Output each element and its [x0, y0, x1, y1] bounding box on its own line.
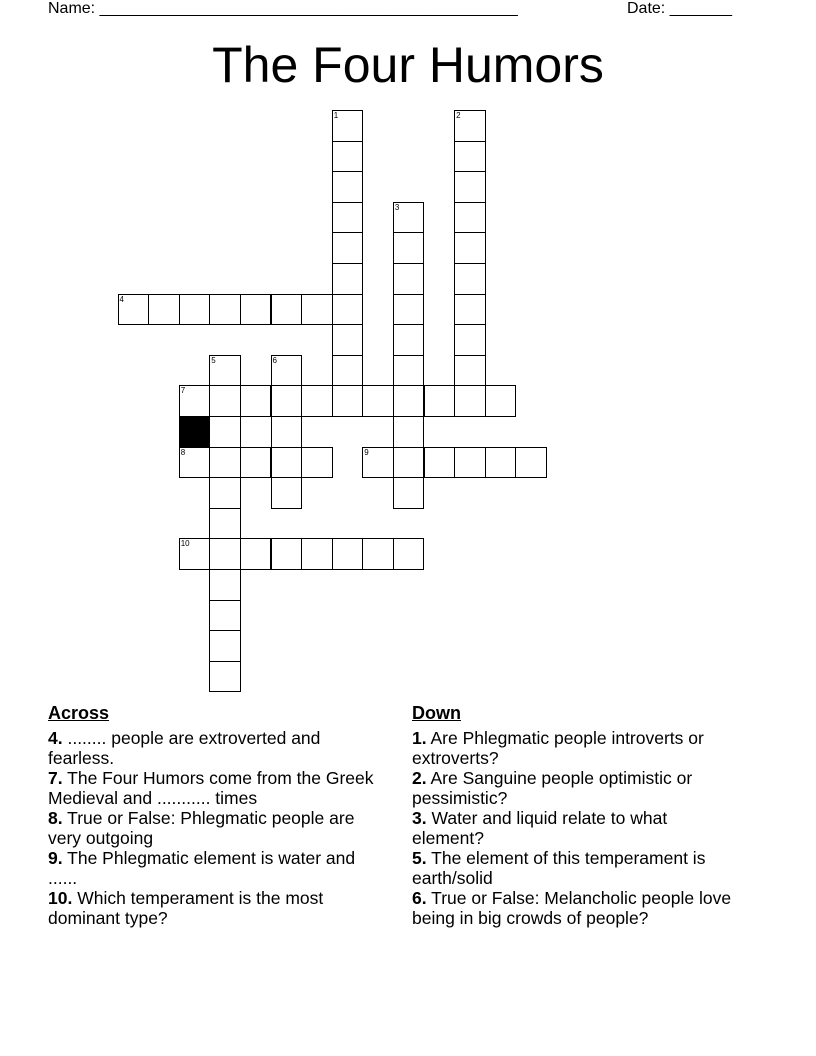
down-clues [412, 702, 742, 928]
clue-number: 8 [180, 447, 186, 457]
grid-cell[interactable] [454, 263, 486, 295]
grid-cell[interactable] [271, 294, 303, 326]
down-heading: Down [412, 703, 461, 723]
grid-cell[interactable] [485, 447, 517, 479]
grid-cell[interactable] [209, 661, 241, 693]
grid-cell[interactable] [454, 355, 486, 387]
page-title: The Four Humors [212, 37, 604, 93]
grid-cell[interactable] [209, 600, 241, 632]
grid-cell[interactable] [271, 385, 303, 417]
grid-cell[interactable] [332, 202, 364, 234]
clue-number: 8. [48, 808, 63, 828]
grid-cell[interactable] [485, 385, 517, 417]
clue-number: 1. [412, 728, 427, 748]
across-clue [48, 848, 378, 888]
grid-cell[interactable] [332, 324, 364, 356]
clue-text: The Four Humors come from the Greek Medieval and ........... times [48, 768, 374, 808]
clue-number: 1 [333, 111, 339, 120]
grid-cell[interactable] [271, 477, 303, 509]
down-clue-list [412, 728, 742, 928]
clue-number: 10. [48, 888, 73, 908]
clue-number: 5. [412, 848, 427, 868]
grid-cell[interactable] [454, 385, 486, 417]
name-field-label[interactable]: Name: _______________________________________________ [48, 0, 518, 17]
clue-number: 6. [412, 888, 427, 908]
grid-cell[interactable] [240, 294, 272, 326]
clue-number: 4. [48, 728, 63, 748]
clue-text: True or False: Melancholic people love being in big crowds of people? [412, 888, 732, 928]
across-clue-list [48, 728, 378, 928]
clue-number: 10 [180, 539, 190, 549]
grid-cell[interactable] [454, 232, 486, 264]
grid-cell[interactable] [515, 447, 547, 479]
grid-cell[interactable] [240, 385, 272, 417]
grid-cell[interactable] [179, 294, 211, 326]
clue-number: 6 [272, 355, 277, 365]
grid-cell[interactable] [209, 538, 241, 570]
grid-cell[interactable] [393, 447, 425, 479]
grid-cell[interactable] [424, 385, 456, 417]
grid-cell[interactable] [393, 355, 425, 387]
clue-number: 2 [456, 111, 461, 120]
clue-number: 3. [412, 808, 427, 828]
down-clue [412, 728, 742, 768]
grid-cell[interactable] [209, 447, 241, 479]
grid-cell[interactable] [301, 294, 333, 326]
down-clue [412, 848, 742, 888]
grid-cell[interactable] [454, 171, 486, 203]
clue-number: 9 [364, 447, 369, 457]
grid-cell[interactable] [362, 538, 394, 570]
grid-cell[interactable] [362, 385, 394, 417]
clue-number: 7 [180, 386, 186, 396]
grid-cell[interactable] [332, 355, 364, 387]
grid-cell[interactable] [393, 232, 425, 264]
clue-text: The element of this temperament is earth/solid [412, 848, 706, 888]
clue-text: Are Phlegmatic people introverts or extroverts? [412, 728, 704, 768]
down-clue [412, 888, 742, 928]
grid-cell[interactable] [393, 477, 425, 509]
black-square [179, 416, 211, 448]
grid-cell[interactable] [209, 508, 241, 540]
grid-cell[interactable] [454, 324, 486, 356]
across-clue [48, 808, 378, 848]
across-heading: Across [48, 703, 110, 723]
grid-cell[interactable] [393, 263, 425, 295]
grid-cell[interactable] [424, 447, 456, 479]
down-clue [412, 768, 742, 808]
grid-cell[interactable] [332, 294, 364, 326]
clue-text: True or False: Phlegmatic people are very outgoing [48, 808, 355, 848]
clue-number: 3 [394, 202, 400, 212]
grid-cell[interactable] [454, 202, 486, 234]
grid-cell[interactable] [209, 477, 241, 509]
grid-cell[interactable] [393, 294, 425, 326]
clue-text: ........ people are extroverted and fearless. [48, 728, 321, 768]
grid-cell[interactable] [209, 416, 241, 448]
clue-number: 4 [119, 294, 124, 304]
grid-cell[interactable] [271, 538, 303, 570]
across-clues [48, 702, 378, 928]
grid-cell[interactable] [148, 294, 180, 326]
grid-cell[interactable] [301, 447, 333, 479]
grid-cell[interactable] [209, 630, 241, 662]
date-field-label[interactable]: Date: _______ [627, 0, 732, 17]
grid-cell[interactable] [240, 538, 272, 570]
grid-cell[interactable] [332, 385, 364, 417]
grid-cell[interactable] [271, 447, 303, 479]
across-clue [48, 888, 378, 928]
grid-cell[interactable] [301, 385, 333, 417]
across-clue [48, 728, 378, 768]
grid-cell[interactable] [393, 324, 425, 356]
grid-cell[interactable] [301, 538, 333, 570]
clue-text: Which temperament is the most dominant type? [48, 888, 324, 928]
grid-cell[interactable] [454, 447, 486, 479]
clue-text: The Phlegmatic element is water and ...... [48, 848, 356, 888]
clue-number: 9. [48, 848, 63, 868]
grid-cell[interactable] [271, 416, 303, 448]
clue-number: 2. [412, 768, 427, 788]
clue-text: Water and liquid relate to what element? [412, 808, 668, 848]
grid-cell[interactable] [332, 141, 364, 173]
clue-number: 5 [211, 355, 216, 365]
across-clue [48, 768, 378, 808]
grid-cell[interactable] [454, 141, 486, 173]
grid-cell[interactable] [209, 569, 241, 601]
clue-text: Are Sanguine people optimistic or pessimistic? [412, 768, 693, 808]
grid-cell[interactable] [393, 416, 425, 448]
grid-cell[interactable] [393, 538, 425, 570]
grid-cell[interactable] [393, 385, 425, 417]
grid-cell[interactable] [332, 538, 364, 570]
clue-number: 7. [48, 768, 63, 788]
grid-cell[interactable] [454, 294, 486, 326]
grid-cell[interactable] [209, 385, 241, 417]
grid-cell[interactable] [209, 294, 241, 326]
grid-cell[interactable] [332, 171, 364, 203]
grid-cell[interactable] [332, 232, 364, 264]
grid-cell[interactable] [332, 263, 364, 295]
down-clue [412, 808, 742, 848]
grid-cell[interactable] [240, 447, 272, 479]
